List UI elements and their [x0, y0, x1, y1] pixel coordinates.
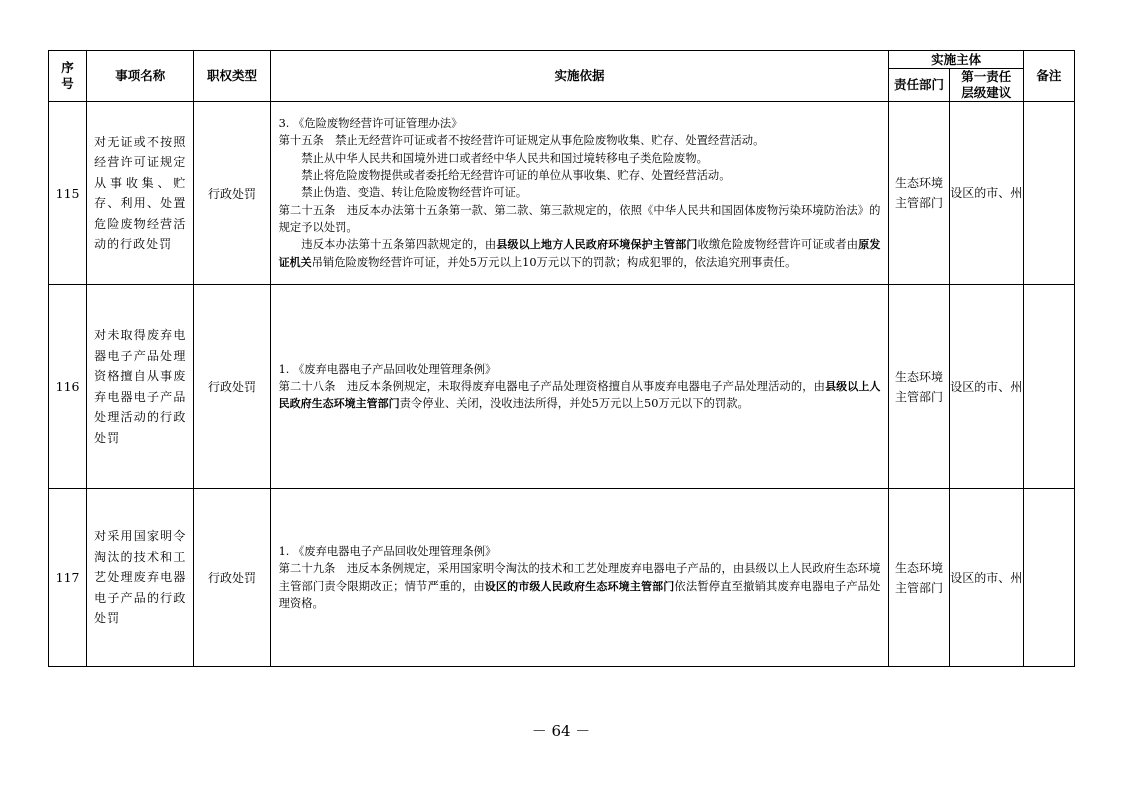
header-seq: 序号: [49, 51, 87, 102]
basis-text: 1. 《废弃电器电子产品回收处理管理条例》: [278, 544, 497, 558]
row-level: 设区的市、州: [949, 102, 1023, 285]
basis-bold-text: 县级以上地方人民政府环境保护主管部门: [496, 238, 698, 252]
basis-paragraph: [279, 150, 881, 167]
basis-paragraph: [279, 378, 881, 413]
basis-text: 第十五条 禁止无经营许可证或者不按经营许可证规定从事危险废物收集、贮存、处置经营活动。: [278, 134, 765, 148]
row-seq: 116: [49, 285, 87, 489]
basis-text: 1. 《废弃电器电子产品回收处理管理条例》: [278, 362, 497, 376]
basis-text: 禁止伪造、变造、转让危险废物经营许可证。: [301, 186, 528, 200]
row-seq: 115: [49, 102, 87, 285]
basis-text: 3. 《危险废物经营许可证管理办法》: [278, 117, 463, 131]
row-basis: [270, 285, 889, 489]
row-basis: [270, 102, 889, 285]
row-seq: 117: [49, 489, 87, 667]
basis-text: 收缴危险废物经营许可证或者由: [697, 238, 859, 252]
basis-text: 依法暂停直至撤销其废弃电器电子产品处理资格。: [278, 579, 881, 610]
basis-bold-text: 设区的市级人民政府生态环境主管部门: [484, 579, 675, 593]
basis-paragraph: [279, 560, 881, 612]
basis-text: 违反本办法第十五条第四款规定的，由: [301, 238, 497, 252]
row-level: 设区的市、州: [949, 489, 1023, 667]
basis-paragraph: [279, 543, 881, 560]
header-type: 职权类型: [194, 51, 270, 102]
basis-text: 吊销危险废物经营许可证，并处5万元以上10万元以下的罚款；构成犯罪的，依法追究刑事责任。: [311, 255, 797, 269]
row-power-type: 行政处罚: [194, 102, 270, 285]
row-item-name: 对未取得废弃电器电子产品处理资格擅自从事废弃电器电子产品处理活动的行政处罚: [87, 285, 194, 489]
row-basis: [270, 489, 889, 667]
row-dept: 生态环境主管部门: [889, 489, 949, 667]
row-dept: 生态环境主管部门: [889, 102, 949, 285]
table-row: [49, 285, 1075, 489]
table-body: [49, 102, 1075, 667]
basis-paragraph: [279, 236, 881, 271]
basis-paragraph: [279, 202, 881, 237]
basis-text: 禁止将危险废物提供或者委托给无经营许可证的单位从事收集、贮存、处置经营活动。: [301, 169, 731, 183]
page-number: － 64 －: [531, 722, 591, 740]
basis-text: 第二十九条 违反本条例规定，采用国家明令淘汰的技术和工艺处理废弃电器电子产品的，由县级以上人民政府生态环境主管部门责令限期改正；情节严重的，由: [278, 562, 881, 593]
basis-paragraph: [279, 361, 881, 378]
basis-bold-text: 县级以上人民政府生态环境主管部门: [278, 379, 881, 411]
table-row: [49, 102, 1075, 285]
row-item-name: 对无证或不按照经营许可证规定从事收集、贮存、利用、处置危险废物经营活动的行政处罚: [87, 102, 194, 285]
basis-text: 责令停业、关闭，没收违法所得，并处5万元以上50万元以下的罚款。: [399, 397, 749, 411]
basis-bold-text: 原发证机关: [278, 238, 881, 269]
header-subject: 实施主体: [889, 51, 1023, 69]
row-item-name: 对采用国家明令淘汰的技术和工艺处理废弃电器电子产品的行政处罚: [87, 489, 194, 667]
basis-paragraph: [279, 115, 881, 132]
row-level: 设区的市、州: [949, 285, 1023, 489]
row-power-type: 行政处罚: [194, 285, 270, 489]
table-row: [49, 489, 1075, 667]
header-level: 第一责任层级建议: [949, 69, 1023, 102]
basis-text: 第二十五条 违反本办法第十五条第一款、第二款、第三款规定的，依照《中华人民共和国固体废物污染环境防治法》的规定予以处罚。: [278, 203, 881, 234]
row-power-type: 行政处罚: [194, 489, 270, 667]
basis-text: 禁止从中华人民共和国境外进口或者经中华人民共和国过境转移电子类危险废物。: [301, 151, 708, 165]
basis-paragraph: [279, 184, 881, 201]
basis-paragraph: [279, 132, 881, 149]
row-note: [1023, 285, 1074, 489]
row-note: [1023, 489, 1074, 667]
row-note: [1023, 102, 1074, 285]
header-basis: 实施依据: [270, 51, 889, 102]
row-dept: 生态环境主管部门: [889, 285, 949, 489]
basis-text: 第二十八条 违反本条例规定，未取得废弃电器电子产品处理资格擅自从事废弃电器电子产品处理活动的，由: [278, 379, 826, 393]
header-dept: 责任部门: [889, 69, 949, 102]
enforcement-items-table: [48, 50, 1075, 667]
header-name: 事项名称: [87, 51, 194, 102]
header-note: 备注: [1023, 51, 1074, 102]
basis-paragraph: [279, 167, 881, 184]
